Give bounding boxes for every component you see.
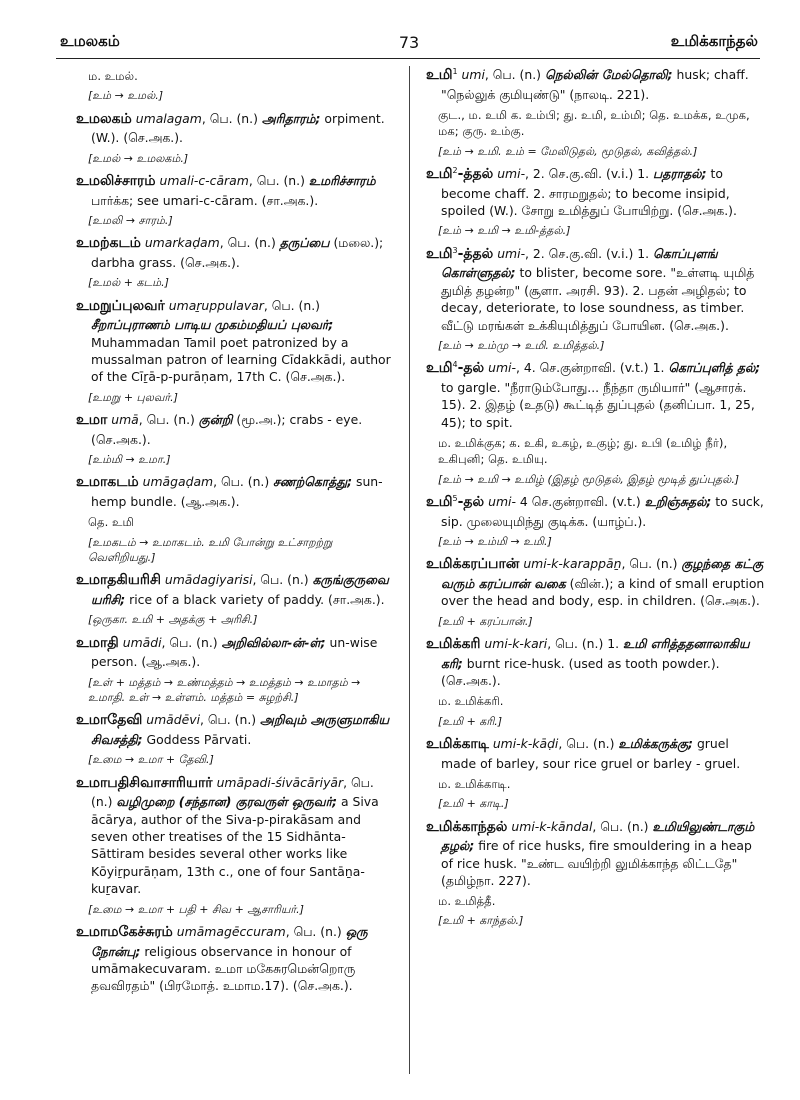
entry-definition: a Siva ācārya, author of the Siva-p-pirakāsam and seven other treatises of the 15 Sidhānta-Sāttiram besides several other works like Kōyiṟpurāṇam, 13th c., one of four Santāṉa-kuṟavar. (91, 794, 379, 897)
etymology-note: [உமி + கரி.] (438, 714, 503, 728)
entry-grammar: , பெ. (n.) (263, 297, 320, 313)
etymology-note: [உமலி → சாரம்.] (88, 213, 173, 227)
page-header (60, 30, 758, 54)
entry-tamil-meaning: சீறாப்புராணம் பாடிய முகம்மதியப் புலவர்; (91, 317, 334, 333)
etymology-note: [உமகடம் → உமாகடம். உமி போன்று உட்சாறற்று வெளிறியது.] (88, 535, 333, 564)
entry-tamil-meaning: குழந்தை கட்கு வரும் கரப்பான் வகை (441, 556, 764, 591)
etymology-note: [உமை → உமா + தேவி.] (88, 753, 214, 767)
entry-suffix: -த்தல் (457, 166, 494, 183)
entry-tamil-meaning: கொப்புளங் கொள்ளுதல்; (441, 245, 718, 281)
dictionary-entry (76, 923, 392, 995)
dictionary-entry (76, 172, 392, 209)
entry-grammar: , பெ. (n.) (161, 634, 222, 650)
entry-definition: to blister, become sore. "உள்ளடி யுமித் துமித் தழன்ற" (சூளா. அரசி. 93). 2. பதன் அழிதல்; to decay, deteriorate, to lose soundness, as timber. வீட்டு மரங்கள் உக்கியுமித்துப் போயின. (செ.அக.). (441, 265, 755, 333)
entry-definition: Muhammadan Tamil poet patronized by a mussalman patron of learning Cīdakkādi, author of the Cīṟā-p-purāṇam, 17th C. (செ.அக.). (91, 334, 391, 385)
dictionary-entry (76, 297, 392, 386)
dictionary-entry (76, 234, 392, 271)
entry-transliteration: umalagam (135, 110, 202, 126)
entry-suffix: -தல் (457, 360, 485, 377)
entry-suffix: -த்தல் (457, 245, 494, 262)
etymology-note: [உம் → உமி → உமிழ் (இதழ் மூடுதல், இதழ் மூடித் துப்புதல்.] (438, 472, 740, 486)
entry-definition: sun-hemp bundle. (ஆ.அக.). (91, 474, 383, 509)
header-rule (56, 58, 760, 59)
etymology-note: [ஒருகா. உமி + அதக்கு + அரிசி.] (88, 613, 258, 627)
entry-grammar: , பெ. (n.) (285, 923, 346, 939)
entry-tamil-meaning: கொப்புளித் தல்; (668, 360, 761, 376)
entry-headword: உமற்கடம் (76, 235, 141, 252)
entry-grammar: , பெ. (n.) (213, 474, 274, 490)
etymology-note: [உமை → உமா + பதி + சிவ + ஆசாரியர்.] (88, 902, 304, 916)
entry-tamil-meaning: அரிதாரம்; (261, 110, 321, 126)
cognates-line: குட., ம. உமி க. உம்பி; து. உமி, உம்மி; தெ. உமக்க, உமுக, மக; குரு. உம்கு. (438, 108, 750, 139)
page-number: 73 (398, 32, 420, 52)
homonym-number: 2 (452, 165, 458, 175)
header-right-guideword: உமிக்காந்தல் (670, 32, 758, 50)
etymology-note: [உமல் → உமலகம்.] (88, 151, 189, 165)
entry-headword: உமிக்கரப்பான் (426, 556, 520, 573)
entry-definition: to gargle. "நீராடும்போது... நீந்தா ருமியார்" (ஆசாரக். 15). 2. இதழ் (உதடு) கூட்டித் துப்புதல் (தனிப்பா. 1, 25, 45); to spit. (441, 380, 755, 430)
entry-transliteration: umādagiyarisi (164, 572, 253, 588)
dictionary-entry (426, 555, 766, 609)
entry-tamil-meaning: குன்றி (198, 412, 233, 428)
entry-grammar: , பெ. (n.) (219, 235, 280, 251)
entry-grammar: 4 செ.குன்றாவி. (v.t.) (515, 494, 645, 510)
dictionary-entry (76, 571, 392, 608)
cognates-line: ம. உமிக்கரி. (438, 694, 504, 709)
entry-definition: பார்க்க; see umari-c-cāram. (சா.அக.). (91, 192, 319, 208)
entry-transliteration: umali-c-cāram (159, 172, 249, 188)
entry-definition: religious observance in honour of umāmakecuvaram. உமா மகேசுரமென்றொரு தவவிரதம்" (பிரமோத். உமாம.17). (செ.அக.). (91, 943, 356, 994)
entry-headword: உமாதி (76, 634, 119, 651)
entry-headword: உமாபதிசிவாசாரியார் (76, 774, 213, 791)
right-column (426, 66, 766, 935)
entry-transliteration: umi- (497, 166, 526, 182)
cognates-line: ம. உமித்தீ. (438, 894, 496, 909)
entry-definition: un-wise person. (ஆ.அக.). (91, 634, 378, 670)
entry-tamil-meaning: நெல்லின் மேல்தொலி; (544, 67, 673, 83)
homonym-number: 4 (452, 360, 458, 370)
dictionary-entry (76, 634, 392, 671)
entry-transliteration: umi-k-karappāṉ (523, 556, 622, 572)
entry-definition: orpiment. (W.). (செ.அக.). (91, 110, 385, 146)
entry-headword: உமிக்காடி (426, 736, 489, 752)
entry-transliteration: umi-k-kāḍi (492, 736, 559, 751)
entry-transliteration: umi- (497, 245, 526, 261)
entry-transliteration: umādēvi (146, 712, 201, 728)
entry-definition: gruel made of barley, sour rice gruel or barley - gruel. (441, 736, 741, 771)
etymology-note: [உமறு + புலவர்.] (88, 390, 178, 404)
entry-grammar: , பெ. (n.) (200, 712, 261, 728)
entry-transliteration: umarkaḍam (144, 235, 220, 251)
entry-headword: உமி (426, 360, 453, 377)
entry-tamil-meaning: உமி எரித்ததனாலாகிய கரி; (441, 636, 750, 671)
dictionary-entry (76, 473, 392, 510)
dictionary-entry (76, 711, 392, 748)
entry-tamil-meaning: அறிவில்லா-ன்-ள்; (221, 634, 326, 650)
dictionary-entry (426, 818, 766, 890)
entry-transliteration: umi (461, 67, 485, 83)
dictionary-entry (76, 411, 392, 448)
entry-headword: உமிக்கரி (426, 636, 481, 653)
entry-transliteration: umāpadi-śivācāriyār (216, 774, 344, 790)
entry-definition: (வின்.); a kind of small eruption over the head and body, esp. in children. (செ.அக.). (441, 575, 765, 609)
entry-grammar: , பெ. (n.) (201, 110, 262, 126)
etymology-note: [உம் → உம்மி → உமி.] (438, 534, 552, 548)
entry-tamil-meaning: கருங்குருவை யரிசி; (91, 572, 389, 607)
dictionary-entry (426, 245, 766, 334)
entry-definition: husk; chaff. "நெல்லுக் குமியுண்டு" (நாலடி. 221). (441, 67, 749, 102)
entry-grammar: , 2. செ.கு.வி. (v.i.) 1. (525, 166, 654, 182)
etymology-note: [உம்மி → உமா.] (88, 453, 171, 467)
entry-headword: உமா (76, 412, 108, 429)
entry-tamil-meaning: தருப்பை (279, 235, 330, 251)
entry-transliteration: umāmagēccuram (176, 923, 286, 939)
entry-definition: to suck, sip. முலையுமிந்து குடிக்க. (யாழ்ப்.). (441, 494, 764, 529)
dictionary-entry (426, 635, 766, 689)
entry-headword: உமாகடம் (76, 474, 139, 491)
entry-grammar: , பெ. (n.) (621, 556, 682, 572)
entry-definition: (மூ.அ.); crabs - eye. (செ.அக.). (91, 412, 363, 447)
dictionary-entry (76, 774, 392, 898)
entry-transliteration: umi- (488, 360, 516, 376)
entry-grammar: , 4. செ.குன்றாவி. (v.t.) 1. (515, 360, 669, 376)
entry-headword: உமி (426, 67, 453, 84)
entry-tamil-meaning: சணற்கொத்து; (273, 474, 353, 490)
entry-transliteration: umi-k-kāndal (511, 818, 593, 834)
dictionary-entry (76, 110, 392, 147)
entry-grammar: , பெ. (n.) (91, 774, 374, 810)
etymology-note: [உமி + கரப்பான்.] (438, 614, 533, 628)
etymology-note: [உம் → உமல்.] (88, 89, 164, 103)
entry-tamil-meaning: வழிமுறை (சந்தான) குரவருள் ஒருவர்; (116, 794, 338, 810)
entry-headword: உமி (426, 166, 453, 183)
entry-headword: உமாமகேச்சுரம் (76, 923, 173, 940)
entry-tamil-meaning: உமரிச்சாரம் (308, 172, 376, 188)
etymology-note: [உம் → உம்மு → உமி. உமித்தல்.] (438, 338, 605, 352)
entry-headword: உமி (426, 494, 453, 511)
entry-definition: (மலை.); darbha grass. (செ.அக.). (91, 235, 384, 270)
cognates-line: ம. உமிக்குக; க. உகி, உகழ், உகுழ்; து. உபி (உமிழ் நீர்), உகிபுனி; தெ. உமியு. (438, 436, 728, 467)
entry-grammar: , 2. செ.கு.வி. (v.i.) 1. (525, 245, 654, 261)
entry-transliteration: umā (111, 412, 139, 428)
entry-transliteration: umādi (122, 634, 162, 650)
cognates-line: ம. உமிக்காடி. (438, 776, 511, 791)
dictionary-entry (426, 66, 766, 103)
entry-tamil-meaning: உறிஞ்சுதல்; (644, 494, 712, 510)
cognates-line: தெ. உமி (88, 515, 134, 530)
entry-headword: உமலிச்சாரம் (76, 172, 156, 189)
entry-grammar: , பெ. (n.) (248, 172, 309, 188)
left-column (76, 66, 392, 999)
entry-grammar: , பெ. (n.) (558, 736, 619, 751)
entry-transliteration: umi-k-kari (484, 636, 548, 652)
entry-tamil-meaning: உமிக்கருக்கு; (618, 736, 693, 751)
entry-definition: fire of rice husks, fire smouldering in a heap of rice husk. "உண்ட வயிற்றி லுமிக்காந்த லிட்டதே" (தமிழ்நா. 227). (441, 838, 752, 888)
entry-headword: உமி (426, 245, 453, 262)
entry-transliteration: umāgaḍam (142, 474, 214, 490)
entry-tamil-meaning: ஒரு நோன்பு; (91, 923, 368, 959)
entry-definition: Goddess Pārvati. (142, 732, 252, 748)
entry-headword: உமாதேவி (76, 712, 143, 729)
entry-tamil-meaning: அறிவும் அருளுமாகிய சிவசத்தி; (91, 712, 390, 748)
entry-grammar: , பெ. (n.) (138, 412, 199, 428)
entry-grammar: , பெ. (n.) (252, 572, 313, 588)
homonym-number: 3 (452, 245, 458, 255)
entry-headword: உமிக்காந்தல் (426, 818, 508, 835)
etymology-note: [உள் + மத்தம் → உண்மத்தம் → உமத்தம் → உமாதம் → உமாதி. உள் → உள்ளம். மத்தம் = சுழற்சி.] (88, 675, 361, 705)
column-divider (409, 66, 410, 1074)
etymology-note: [உமி + காடி.] (438, 797, 509, 811)
dictionary-entry (426, 735, 766, 772)
dictionary-entry (426, 493, 766, 530)
homonym-number: 1 (452, 67, 458, 76)
header-left-guideword: உமலகம் (60, 32, 120, 50)
entry-headword: உமறுப்புலவர் (76, 297, 165, 314)
entry-definition: burnt rice-husk. (used as tooth powder.). (செ.அக.). (441, 655, 720, 689)
entry-suffix: -தல் (457, 494, 485, 511)
entry-tamil-meaning: பதராதல்; (653, 166, 707, 182)
etymology-note: [உமல் + கடம்.] (88, 276, 169, 290)
entry-headword: உமாதகியரிசி (76, 572, 161, 589)
entry-grammar: , பெ. (n.) (484, 67, 545, 83)
etymology-note: [உமி + காந்தல்.] (438, 914, 524, 928)
etymology-note: [உம் → உமி. உம் = மேலிடுதல், மூடுதல், கவித்தல்.] (438, 144, 698, 158)
entry-grammar: , பெ. (n.) 1. (547, 636, 623, 652)
dictionary-entry (426, 165, 766, 219)
entry-grammar: , பெ. (n.) (592, 818, 653, 834)
dictionary-entry (426, 359, 766, 431)
cognates-line: ம. உமல். (88, 69, 138, 83)
entry-transliteration: umaṟuppulavar (168, 297, 264, 313)
entry-definition: to become chaff. 2. சாரமறுதல்; to become insipid, spoiled (W.). சோறு உமித்துப் போயிற்று. (செ.அக.). (441, 166, 737, 218)
entry-tamil-meaning: உமியிலுண்டாகும் தழல்; (441, 818, 755, 854)
entry-definition: rice of a black variety of paddy. (சா.அக.). (125, 591, 385, 607)
entry-headword: உமலகம் (76, 110, 132, 127)
etymology-note: [உம் → உமி → உமி-த்தல்.] (438, 224, 571, 238)
homonym-number: 5 (452, 493, 458, 503)
entry-transliteration: umi- (488, 494, 516, 510)
